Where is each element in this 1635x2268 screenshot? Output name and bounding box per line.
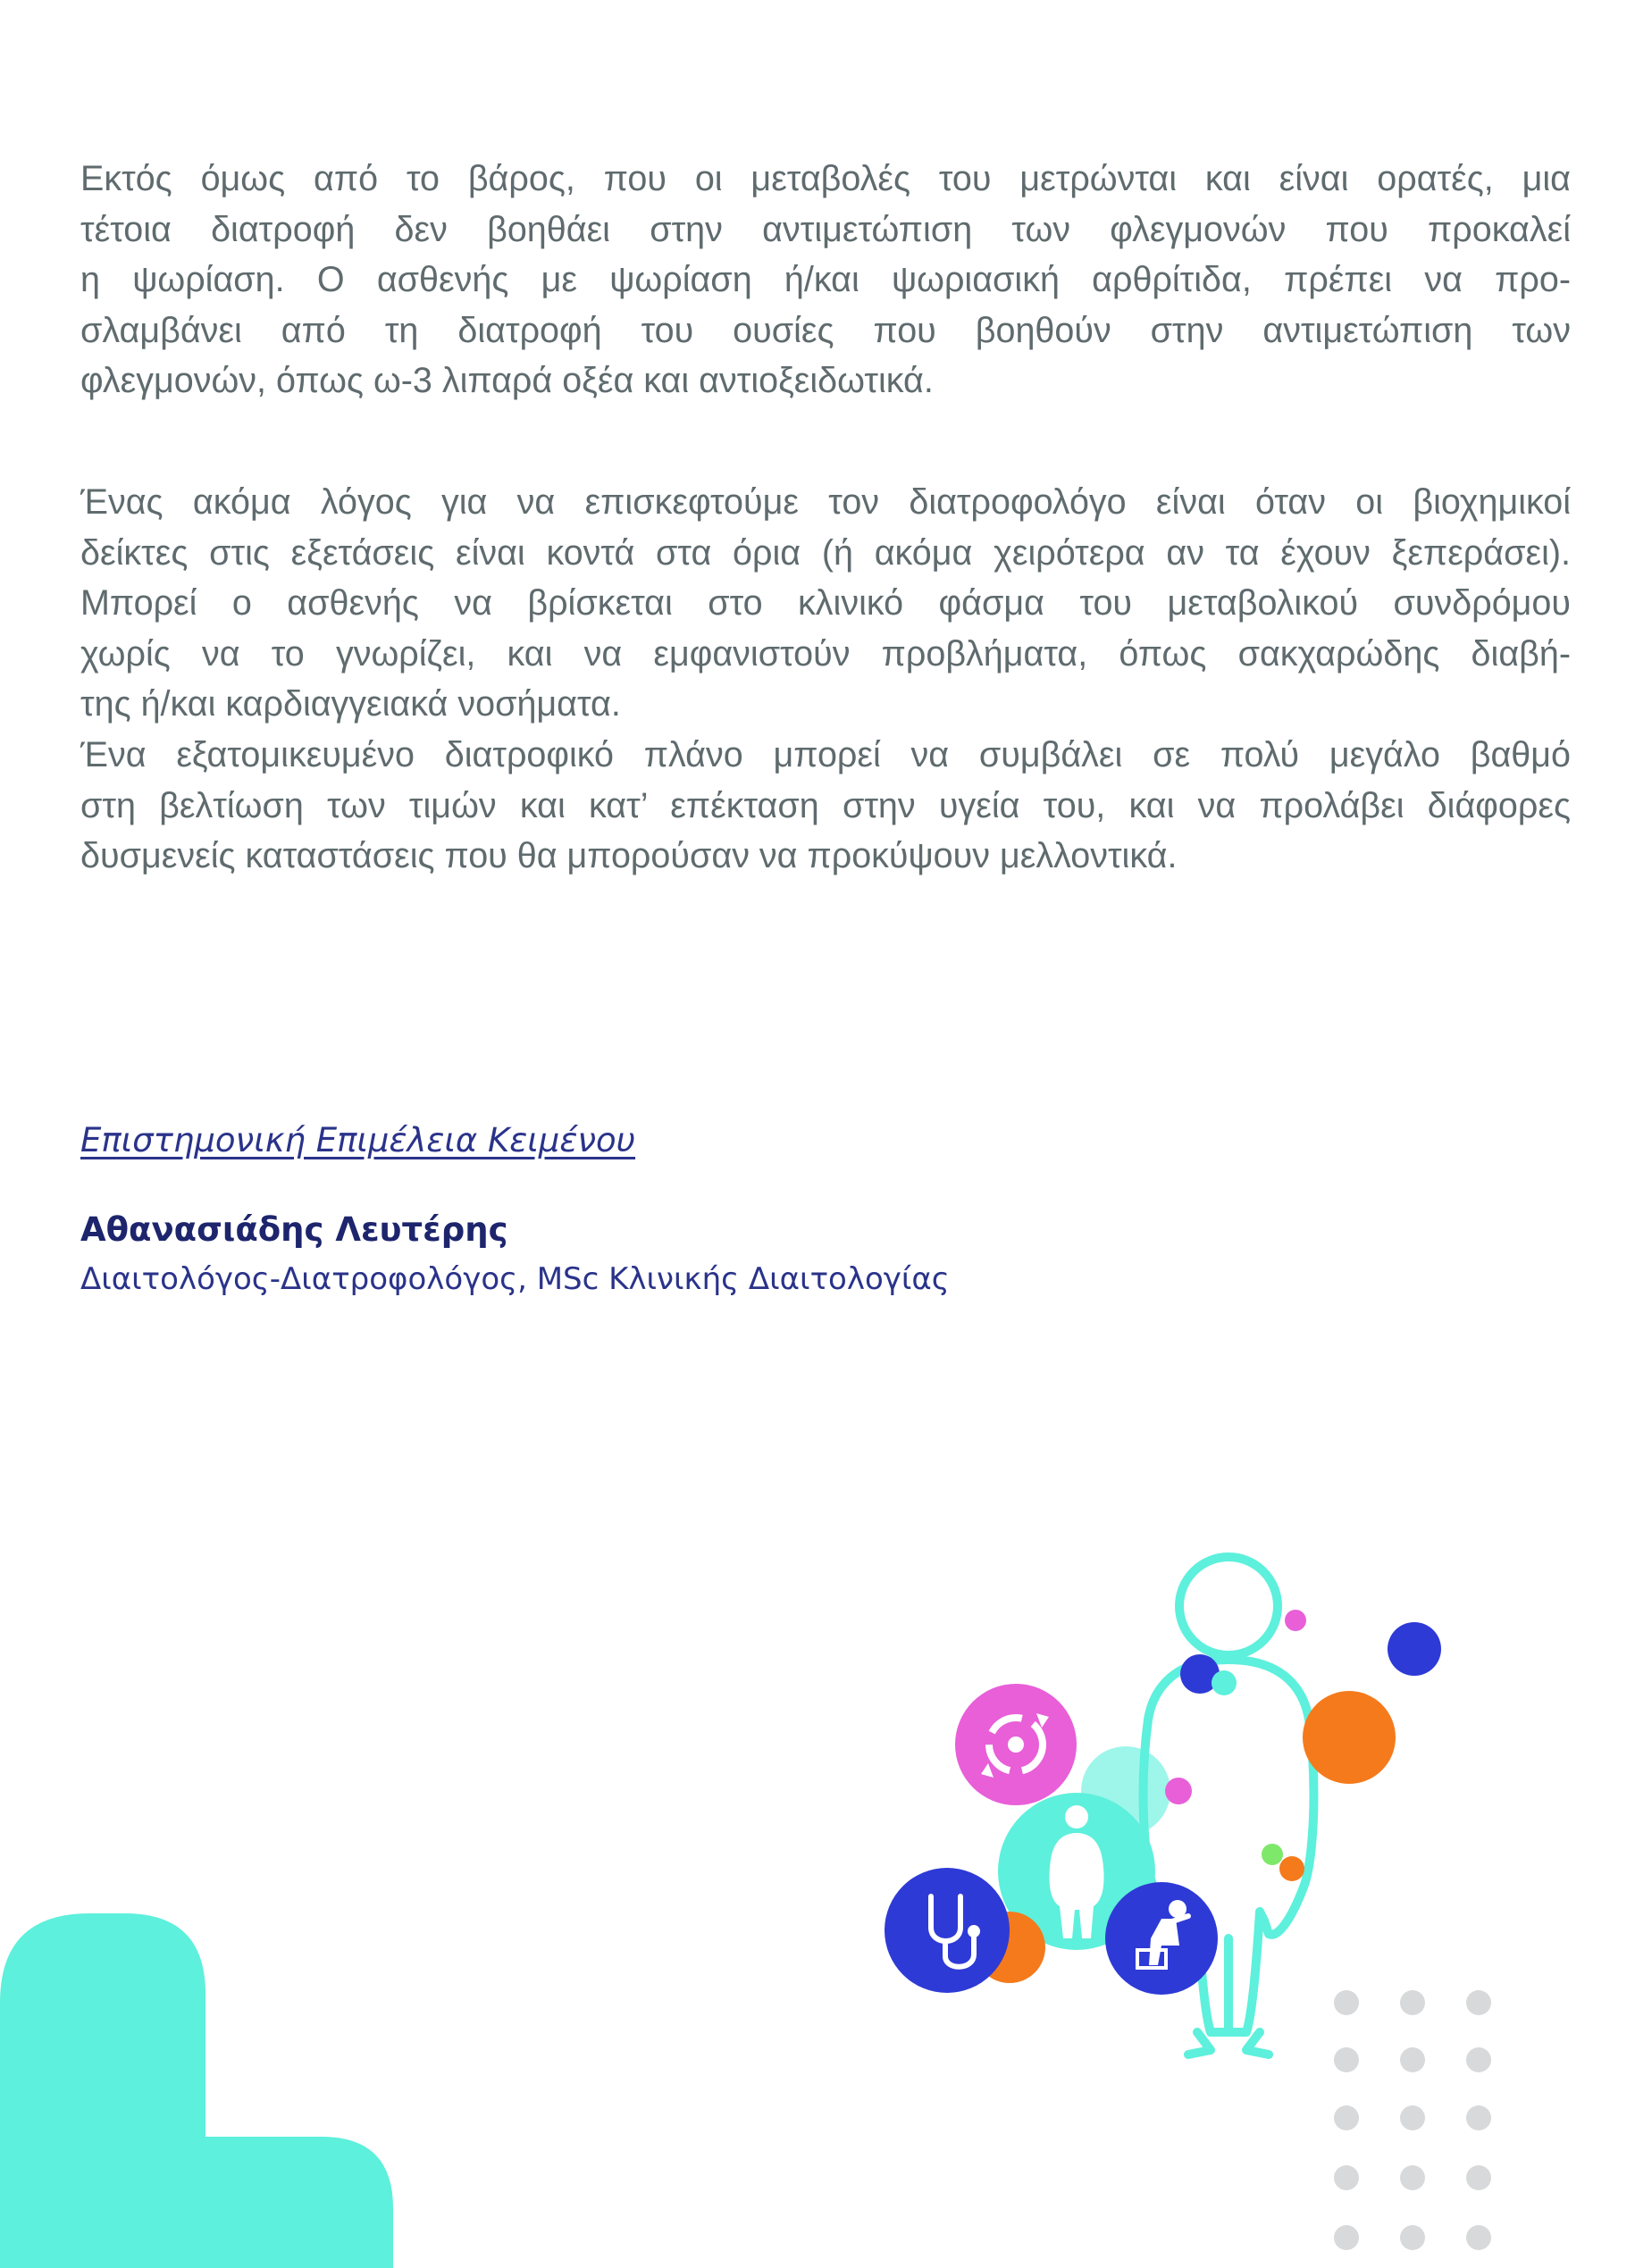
text-line: Ένα εξατομικευμένο διατροφικό πλάνο μπορεί να συμβάλει σε πολύ μεγάλο βαθμό bbox=[80, 735, 1571, 774]
text-line: φλεγμονών, όπως ω-3 λιπαρά οξέα και αντιοξειδωτικά. bbox=[80, 361, 934, 401]
text-line: δυσμενείς καταστάσεις που θα μπορούσαν να προκύψουν μελλοντικά. bbox=[80, 836, 1178, 876]
grey-dot-grid bbox=[1334, 1990, 1491, 2250]
recycle-arrows-icon bbox=[955, 1684, 1077, 1805]
text-line: Ένας ακόμα λόγος για να επισκεφτούμε τον διατροφολόγο είναι όταν οι βιοχημικοί bbox=[80, 482, 1571, 522]
text-line: σλαμβάνει από τη διατροφή του ουσίες που βοηθούν στην αντιμετώπιση των bbox=[80, 310, 1571, 350]
author-name: Αθανασιάδης Λευτέρης bbox=[80, 1210, 508, 1249]
text-line: Εκτός όμως από το βάρος, που οι μεταβολές του μετρώνται και είναι ορατές, μια bbox=[80, 159, 1571, 198]
blue-dot-large bbox=[1388, 1622, 1441, 1676]
stethoscope-icon bbox=[885, 1868, 1010, 1993]
teal-dot bbox=[1212, 1670, 1237, 1695]
teal-corner-blob bbox=[0, 1913, 393, 2268]
text-line: η ψωρίαση. Ο ασθενής με ψωρίαση ή/και ψωριασική αρθρίτιδα, πρέπει να προ- bbox=[80, 260, 1571, 300]
text-line: δείκτες στις εξετάσεις είναι κοντά στα όρια (ή ακόμα χειρότερα αν τα έχουν ξεπεράσει). bbox=[80, 532, 1571, 573]
text-line: Μπορεί ο ασθενής να βρίσκεται στο κλινικό φάσμα του μεταβολικού συνδρόμου bbox=[80, 583, 1571, 623]
person-sitting-icon bbox=[1105, 1882, 1218, 1995]
green-dot bbox=[1262, 1844, 1283, 1865]
text-line: στη βελτίωση των τιμών και κατ’ επέκταση στην υγεία του, και να προλάβει διάφορες bbox=[80, 785, 1571, 825]
text-line: τέτοια διατροφή δεν βοηθάει στην αντιμετώπιση των φλεγμονών που προκαλεί bbox=[80, 209, 1571, 249]
text-line: της ή/και καρδιαγγειακά νοσήματα. bbox=[80, 684, 621, 724]
orange-circle-right bbox=[1303, 1691, 1396, 1784]
author-title: Διαιτολόγος-Διατροφολόγος, MSc Κλινικής Διαιτολογίας bbox=[80, 1261, 950, 1297]
magenta-dot bbox=[1285, 1610, 1306, 1631]
scientific-editing-heading: Επιστημονική Επιμέλεια Κειμένου bbox=[80, 1121, 636, 1159]
orange-dot bbox=[1279, 1856, 1304, 1881]
person-head-icon bbox=[1065, 1805, 1088, 1829]
magenta-dot-left bbox=[1165, 1778, 1192, 1804]
text-line: χωρίς να το γνωρίζει, και να εμφανιστούν προβλήματα, όπως σακχαρώδης διαβή- bbox=[80, 633, 1571, 674]
